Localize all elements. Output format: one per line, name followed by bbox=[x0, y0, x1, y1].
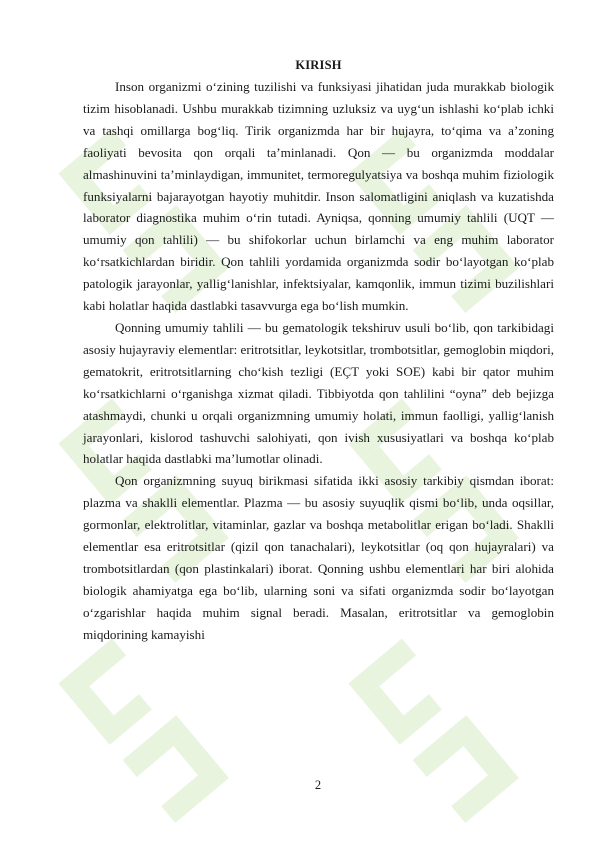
paragraph-3: Qon organizmning suyuq birikmasi sifatida ikki asosiy tarkibiy qismdan iborat: plazma va shaklli elementlar. Plazma — bu asosiy suyuqlik qismi bo‘lib, unda oqsillar, gormonlar, elektrolitlar, vitaminlar, gazlar va boshqa metabolitlar erigan bo‘ladi. Shaklli elementlar esa eritrotsitlar (qizil qon tanachalari), leykotsitlar (oq qon hujayralari) va trombotsitlardan (qon plastinkalari) iborat. Qonning ushbu elementlari har biri alohida biologik ahamiyatga ega bo‘lib, ularning soni va sifati organizmda sodir bo‘layotgan o‘zgarishlar haqida muhim signal beradi. Masalan, eritrotsitlar va gemoglobin miqdorining kamayishi bbox=[83, 473, 554, 642]
watermark-logo-bottom-left bbox=[37, 618, 250, 842]
paragraph-2: Qonning umumiy tahlili — bu gematologik tekshiruv usuli bo‘lib, qon tarkibidagi asosiy hujayraviy elementlar: eritrotsitlar, leykotsitlar, trombotsitlar, gemoglobin miqdori, gematokrit, eritrotsitlarning cho‘kish tezligi (EÇT yoki SOE) kabi bir qator muhim ko‘rsatkichlarni o‘rganishga xizmat qiladi. Tibbiyotda qon tahlilini “oyna” deb bejizga atashmaydi, chunki u orqali organizmning umumiy holati, immun faolligi, yallig‘lanish jarayonlari, kislorod tashuvchi salohiyati, qon ivish xususiyatlari va boshqa ko‘plab holatlar haqida dastlabki ma’lumotlar olinadi. bbox=[83, 319, 554, 467]
section-title: KIRISH bbox=[295, 58, 342, 72]
document-body bbox=[83, 55, 554, 646]
page-number: 2 bbox=[314, 778, 322, 792]
watermark-logo-bottom-right bbox=[327, 618, 540, 842]
paragraph-1: Inson organizmi o‘zining tuzilishi va funksiyasi jihatidan juda murakkab biologik tizim hisoblanadi. Ushbu murakkab tizimning uzluksiz va uyg‘un ishlashi ko‘plab ichki va tashqi omillarga bog‘liq. Tirik organizmda har bir hujayra, to‘qima va a’zoning faoliyati bevosita qon orqali ta’minlanadi. Qon — bu organizmda moddalar almashinuvini ta’minlaydigan, immunitet, termoregulyatsiya va boshqa muhim fiziologik funksiyalarni bajarayotgan hayotiy muhitdir. Inson salomatligini aniqlash va kuzatishda laborator diagnostika muhim o‘rin tutadi. Ayniqsa, qonning umumiy tahlili (UQT — umumiy qon tahlili) — bu shifokorlar uchun birlamchi va eng muhim laborator ko‘rsatkichlardan biridir. Qon tahlili yordamida organizmda sodir bo‘layotgan ko‘plab patologik jarayonlar, yallig‘lanishlar, infektsiyalar, kamqonlik, immun tizimi buzilishlari kabi holatlar haqida dastlabki tasavvurga ega bo‘lish mumkin. bbox=[83, 79, 554, 314]
